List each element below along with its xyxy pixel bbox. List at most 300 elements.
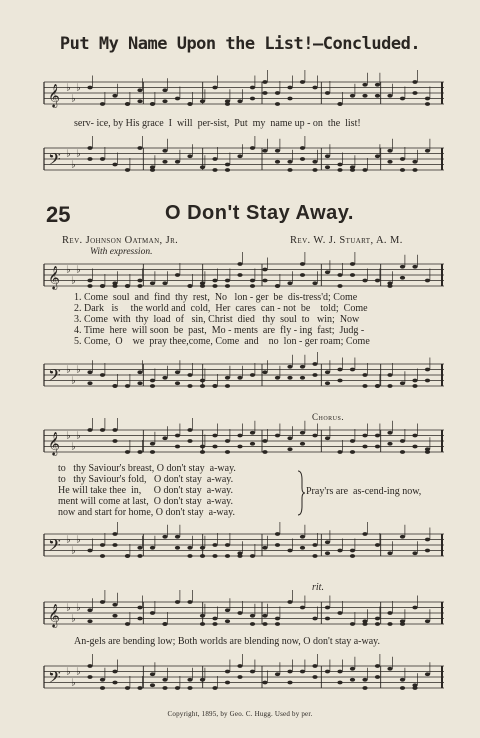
note-head — [225, 384, 230, 388]
flat-sign: ♭ — [66, 430, 71, 442]
note-head — [250, 279, 255, 283]
note-head — [350, 549, 355, 553]
note-head — [200, 379, 205, 383]
note-head — [275, 284, 280, 288]
continuation-title: Put My Name Upon the List!—Concluded. — [59, 34, 421, 54]
note-head — [262, 149, 267, 153]
note-head — [125, 284, 130, 288]
note-head — [300, 273, 305, 277]
note-head — [275, 376, 280, 380]
expression-mark: With expression. — [90, 247, 153, 257]
note-head — [325, 91, 330, 95]
note-head — [212, 686, 217, 690]
note-head — [100, 428, 105, 432]
note-head — [312, 160, 317, 164]
note-head — [250, 670, 255, 674]
note-head — [412, 606, 417, 610]
note-head — [275, 672, 280, 676]
note-head — [375, 543, 380, 547]
note-head — [425, 102, 430, 106]
note-head — [87, 284, 92, 288]
note-head — [200, 445, 205, 449]
note-head — [200, 284, 205, 288]
note-head — [237, 664, 242, 668]
note-head — [262, 546, 267, 550]
note-head — [175, 600, 180, 604]
music-staff-bass-3 — [44, 660, 444, 694]
music-staff-treble-2 — [44, 424, 444, 458]
note-head — [275, 91, 280, 95]
note-head — [387, 442, 392, 446]
note-head — [312, 617, 317, 621]
note-head — [387, 284, 392, 288]
note-head — [150, 168, 155, 172]
note-head — [225, 670, 230, 674]
note-head — [350, 168, 355, 172]
note-head — [200, 614, 205, 618]
note-head — [162, 535, 167, 539]
note-head — [237, 154, 242, 158]
note-head — [162, 149, 167, 153]
note-head — [425, 450, 430, 454]
note-head — [262, 268, 267, 272]
note-head — [225, 102, 230, 106]
note-head — [162, 281, 167, 285]
note-head — [337, 670, 342, 674]
note-head — [375, 384, 380, 388]
note-head — [137, 146, 142, 150]
note-head — [162, 622, 167, 626]
note-head — [100, 373, 105, 377]
note-head — [325, 606, 330, 610]
note-head — [350, 94, 355, 98]
note-head — [137, 279, 142, 283]
note-head — [337, 368, 342, 372]
note-head — [162, 436, 167, 440]
note-head — [300, 262, 305, 266]
note-head — [312, 373, 317, 377]
clef-symbol: 𝄞 — [48, 265, 60, 289]
chorus-line-1: Pray'rs are as-cend-ing now, — [306, 486, 422, 497]
note-head — [112, 614, 117, 618]
note-head — [425, 672, 430, 676]
note-head — [112, 94, 117, 98]
note-head — [225, 376, 230, 380]
note-head — [350, 273, 355, 277]
note-head — [412, 265, 417, 269]
note-head — [350, 554, 355, 558]
note-head — [375, 83, 380, 87]
note-head — [150, 442, 155, 446]
note-head — [337, 102, 342, 106]
note-head — [337, 549, 342, 553]
flat-sign: ♭ — [71, 441, 76, 453]
note-head — [287, 436, 292, 440]
flat-sign: ♭ — [66, 364, 71, 376]
note-head — [375, 279, 380, 283]
note-head — [250, 614, 255, 618]
note-head — [225, 168, 230, 172]
note-head — [225, 554, 230, 558]
note-head — [187, 546, 192, 550]
note-head — [212, 384, 217, 388]
note-head — [237, 273, 242, 277]
note-head — [200, 546, 205, 550]
note-head — [325, 381, 330, 385]
note-head — [237, 376, 242, 380]
note-head — [325, 436, 330, 440]
note-head — [137, 284, 142, 288]
note-head — [150, 102, 155, 106]
note-head — [137, 554, 142, 558]
note-head — [362, 678, 367, 682]
flat-sign: ♭ — [66, 534, 71, 546]
verses-block-1 — [74, 292, 370, 347]
flat-sign: ♭ — [71, 159, 76, 171]
note-head — [175, 535, 180, 539]
note-head — [175, 97, 180, 101]
note-head — [387, 160, 392, 164]
note-head — [312, 281, 317, 285]
note-head — [362, 686, 367, 690]
note-head — [375, 154, 380, 158]
note-head — [200, 678, 205, 682]
note-head — [187, 428, 192, 432]
note-head — [400, 535, 405, 539]
note-head — [312, 168, 317, 172]
note-head — [400, 276, 405, 280]
note-head — [262, 80, 267, 84]
note-head — [87, 675, 92, 679]
note-head — [175, 546, 180, 550]
chorus-line-2: An-gels are bending low; Both worlds are blending now, O don't stay a-way. — [74, 636, 380, 647]
note-head — [112, 532, 117, 536]
note-head — [250, 622, 255, 626]
note-head — [237, 99, 242, 103]
note-head — [362, 83, 367, 87]
note-head — [175, 370, 180, 374]
note-head — [87, 549, 92, 553]
clef-symbol: 𝄞 — [48, 83, 60, 107]
note-head — [125, 554, 130, 558]
note-head — [400, 265, 405, 269]
note-head — [262, 439, 267, 443]
music-staff-bass-2 — [44, 528, 444, 562]
verse-3: 3. Come with thy load of sin, Christ died thy soul to win; Now — [74, 314, 360, 325]
note-head — [225, 608, 230, 612]
note-head — [150, 683, 155, 687]
note-head — [212, 86, 217, 90]
verse-4: 4. Time here will soon be past, Mo - ments are fly - ing fast; Judg - — [74, 325, 365, 336]
note-head — [187, 439, 192, 443]
note-head — [262, 614, 267, 618]
note-head — [187, 600, 192, 604]
note-head — [387, 611, 392, 615]
music-staff-treble-1 — [44, 258, 444, 292]
note-head — [212, 617, 217, 621]
note-head — [200, 165, 205, 169]
lyric-line-continuation: serv- ice, by His grace I will per-sist, Put my name up - on the list! — [74, 118, 361, 129]
note-head — [337, 611, 342, 615]
flat-sign: ♭ — [71, 677, 76, 689]
note-head — [225, 681, 230, 685]
note-head — [400, 450, 405, 454]
clef-symbol: 𝄢 — [48, 365, 61, 389]
note-head — [387, 622, 392, 626]
note-head — [100, 554, 105, 558]
verse-brace — [296, 470, 306, 516]
note-head — [300, 546, 305, 550]
note-head — [287, 681, 292, 685]
note-head — [125, 384, 130, 388]
note-head — [337, 168, 342, 172]
note-head — [237, 262, 242, 266]
note-head — [112, 681, 117, 685]
note-head — [162, 686, 167, 690]
note-head — [387, 384, 392, 388]
note-head — [237, 434, 242, 438]
note-head — [300, 535, 305, 539]
note-head — [400, 439, 405, 443]
note-head — [412, 445, 417, 449]
note-head — [225, 163, 230, 167]
note-head — [400, 622, 405, 626]
note-head — [312, 675, 317, 679]
note-head — [125, 102, 130, 106]
note-head — [375, 445, 380, 449]
note-head — [262, 91, 267, 95]
music-staff-treble-3 — [44, 596, 444, 630]
note-head — [425, 279, 430, 283]
note-head — [100, 678, 105, 682]
flat-sign: ♭ — [76, 666, 81, 678]
note-head — [225, 450, 230, 454]
chorus-label: Chorus. — [312, 412, 345, 422]
verse-5: 5. Come, O we pray thee,come, Come and no lon - ger roam; Come — [74, 336, 370, 347]
note-head — [400, 157, 405, 161]
note-head — [262, 370, 267, 374]
note-head — [412, 379, 417, 383]
note-head — [187, 384, 192, 388]
note-head — [375, 434, 380, 438]
note-head — [87, 157, 92, 161]
note-head — [312, 86, 317, 90]
flat-sign: ♭ — [76, 82, 81, 94]
note-head — [425, 149, 430, 153]
music-staff-bass-0 — [44, 142, 444, 176]
note-head — [237, 445, 242, 449]
verse-1: 1. Come soul and find thy rest, No lon - ger be dis-tress'd; Come — [74, 292, 358, 303]
note-head — [300, 146, 305, 150]
note-head — [362, 532, 367, 536]
clef-symbol: 𝄞 — [48, 431, 60, 455]
note-head — [412, 551, 417, 555]
note-head — [125, 450, 130, 454]
note-head — [250, 442, 255, 446]
note-head — [400, 168, 405, 172]
note-head — [200, 384, 205, 388]
note-head — [325, 154, 330, 158]
note-head — [387, 373, 392, 377]
note-head — [187, 102, 192, 106]
note-head — [100, 543, 105, 547]
note-head — [112, 163, 117, 167]
note-head — [250, 373, 255, 377]
note-head — [337, 273, 342, 277]
note-head — [325, 551, 330, 555]
copyright-notice: Copyright, 1895, by Geo. C. Hugg. Used by per. — [167, 710, 313, 718]
note-head — [237, 611, 242, 615]
note-head — [100, 284, 105, 288]
note-head — [312, 362, 317, 366]
flat-sign: ♭ — [71, 545, 76, 557]
composer-credit: Rev. W. J. Stuart, A. M. — [290, 235, 403, 246]
note-head — [87, 279, 92, 283]
note-head — [275, 617, 280, 621]
note-head — [300, 431, 305, 435]
note-head — [162, 160, 167, 164]
note-head — [87, 370, 92, 374]
clef-symbol: 𝄢 — [48, 667, 61, 691]
note-head — [87, 608, 92, 612]
flat-sign: ♭ — [76, 430, 81, 442]
note-head — [375, 675, 380, 679]
note-head — [275, 622, 280, 626]
note-head — [275, 160, 280, 164]
note-head — [212, 622, 217, 626]
note-head — [387, 667, 392, 671]
note-head — [225, 284, 230, 288]
note-head — [287, 365, 292, 369]
note-head — [400, 381, 405, 385]
note-head — [400, 678, 405, 682]
note-head — [100, 102, 105, 106]
flat-sign: ♭ — [66, 82, 71, 94]
music-staff-bass-1 — [44, 358, 444, 392]
note-head — [112, 439, 117, 443]
note-head — [362, 434, 367, 438]
flat-sign: ♭ — [76, 264, 81, 276]
note-head — [150, 546, 155, 550]
flat-sign: ♭ — [76, 364, 81, 376]
note-head — [287, 168, 292, 172]
note-head — [300, 365, 305, 369]
note-head — [375, 94, 380, 98]
note-head — [287, 281, 292, 285]
note-head — [275, 149, 280, 153]
note-head — [175, 273, 180, 277]
note-head — [262, 622, 267, 626]
note-head — [387, 149, 392, 153]
flat-sign: ♭ — [71, 93, 76, 105]
note-head — [87, 86, 92, 90]
note-head — [137, 617, 142, 621]
note-head — [162, 99, 167, 103]
note-head — [212, 279, 217, 283]
note-head — [362, 168, 367, 172]
note-head — [162, 88, 167, 92]
note-head — [187, 373, 192, 377]
note-head — [287, 376, 292, 380]
note-head — [275, 532, 280, 536]
note-head — [387, 431, 392, 435]
note-head — [362, 445, 367, 449]
note-head — [212, 434, 217, 438]
verse-ending-2: to thy Saviour's fold, O don't stay a-way. — [58, 474, 234, 485]
flat-sign: ♭ — [66, 264, 71, 276]
note-head — [137, 88, 142, 92]
note-head — [112, 670, 117, 674]
note-head — [412, 686, 417, 690]
note-head — [300, 157, 305, 161]
note-head — [262, 681, 267, 685]
note-head — [87, 381, 92, 385]
note-head — [150, 384, 155, 388]
note-head — [212, 157, 217, 161]
note-head — [312, 543, 317, 547]
note-head — [287, 97, 292, 101]
note-head — [325, 540, 330, 544]
note-head — [362, 622, 367, 626]
note-head — [350, 439, 355, 443]
note-head — [425, 368, 430, 372]
note-head — [250, 284, 255, 288]
note-head — [375, 664, 380, 668]
note-head — [237, 675, 242, 679]
note-head — [87, 428, 92, 432]
note-head — [412, 168, 417, 172]
note-head — [137, 99, 142, 103]
note-head — [287, 600, 292, 604]
note-head — [175, 686, 180, 690]
note-head — [337, 450, 342, 454]
note-head — [237, 554, 242, 558]
flat-sign: ♭ — [76, 602, 81, 614]
note-head — [87, 664, 92, 668]
note-head — [412, 434, 417, 438]
note-head — [137, 381, 142, 385]
note-head — [250, 146, 255, 150]
note-head — [337, 163, 342, 167]
note-head — [250, 554, 255, 558]
note-head — [87, 146, 92, 150]
note-head — [287, 86, 292, 90]
verse-ending-4: ment will come at last, O don't stay a-way. — [58, 496, 233, 507]
note-head — [275, 434, 280, 438]
note-head — [137, 450, 142, 454]
note-head — [225, 279, 230, 283]
note-head — [262, 450, 267, 454]
note-head — [250, 97, 255, 101]
flat-sign: ♭ — [71, 375, 76, 387]
flat-sign: ♭ — [71, 275, 76, 287]
flat-sign: ♭ — [76, 534, 81, 546]
flat-sign: ♭ — [66, 148, 71, 160]
note-head — [400, 97, 405, 101]
note-head — [125, 686, 130, 690]
note-head — [287, 670, 292, 674]
note-head — [175, 434, 180, 438]
note-head — [350, 368, 355, 372]
note-head — [300, 606, 305, 610]
verse-ending-5: now and start for home, O don't stay a-way. — [58, 507, 235, 518]
note-head — [150, 611, 155, 615]
music-staff-treble-0 — [44, 76, 444, 110]
note-head — [337, 284, 342, 288]
note-head — [300, 442, 305, 446]
note-head — [137, 546, 142, 550]
note-head — [275, 543, 280, 547]
